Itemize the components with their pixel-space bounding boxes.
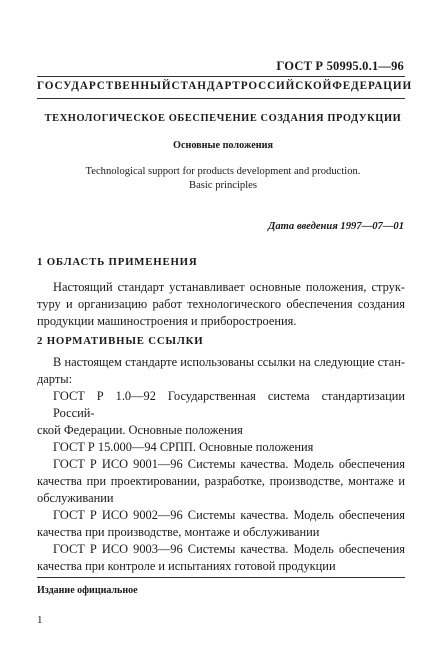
page-number: 1 bbox=[37, 614, 43, 626]
official-edition-label: Издание официальное bbox=[37, 585, 138, 596]
section-1-text bbox=[37, 279, 405, 330]
reference-line: качества при производстве, монтаже и обслуживании bbox=[37, 525, 320, 539]
reference-line: ГОСТ Р 1.0—92 Государственная система стандартизации Россий- bbox=[53, 389, 405, 420]
reference-line: ской Федерации. Основные положения bbox=[37, 423, 243, 437]
document-subtitle: Основные положения bbox=[173, 140, 273, 151]
introduction-date: Дата введения 1997—07—01 bbox=[268, 221, 404, 232]
reference-line: ГОСТ Р ИСО 9003—96 Системы качества. Модель обеспечения bbox=[53, 542, 405, 556]
text-line: туру и организацию работ технологического обеспечения создания bbox=[37, 297, 405, 311]
reference-line: ГОСТ Р ИСО 9001—96 Системы качества. Модель обеспечения bbox=[53, 457, 405, 471]
state-word: ГОСУДАРСТВЕННЫЙ bbox=[37, 80, 172, 92]
reference-line: ГОСТ Р 15.000—94 СРПП. Основные положения bbox=[53, 440, 314, 454]
section-1-heading: 1 ОБЛАСТЬ ПРИМЕНЕНИЯ bbox=[37, 256, 198, 268]
standard-code: ГОСТ Р 50995.0.1—96 bbox=[276, 59, 404, 73]
reference-line: обслуживании bbox=[37, 491, 114, 505]
section-2-text bbox=[37, 354, 405, 575]
section-2-heading: 2 НОРМАТИВНЫЕ ССЫЛКИ bbox=[37, 335, 204, 347]
state-word: РОССИЙСКОЙ bbox=[240, 80, 333, 92]
reference-line: качества при проектировании, разработке, производстве, монтаже и bbox=[37, 474, 405, 488]
reference-line: качества при контроле и испытаниях готовой продукции bbox=[37, 559, 336, 573]
state-header bbox=[37, 80, 413, 92]
state-word: ФЕДЕРАЦИИ bbox=[332, 80, 413, 92]
text-line: Настоящий стандарт устанавливает основные положения, струк- bbox=[53, 280, 405, 294]
text-line: дарты: bbox=[37, 372, 73, 386]
english-title bbox=[0, 165, 446, 193]
english-title-line: Basic principles bbox=[189, 180, 257, 191]
state-word: СТАНДАРТ bbox=[171, 80, 241, 92]
text-line: В настоящем стандарте использованы ссылки на следующие стан- bbox=[53, 355, 405, 369]
header-rule-top bbox=[37, 76, 405, 77]
document-title: ТЕХНОЛОГИЧЕСКОЕ ОБЕСПЕЧЕНИЕ СОЗДАНИЯ ПРОДУКЦИИ bbox=[44, 113, 402, 124]
english-title-line: Technological support for products development and production. bbox=[85, 166, 361, 177]
text-line: продукции машиностроения и приборостроения. bbox=[37, 314, 297, 328]
reference-line: ГОСТ Р ИСО 9002—96 Системы качества. Модель обеспечения bbox=[53, 508, 405, 522]
header-rule-bottom bbox=[37, 98, 405, 99]
footer-rule bbox=[37, 577, 405, 578]
